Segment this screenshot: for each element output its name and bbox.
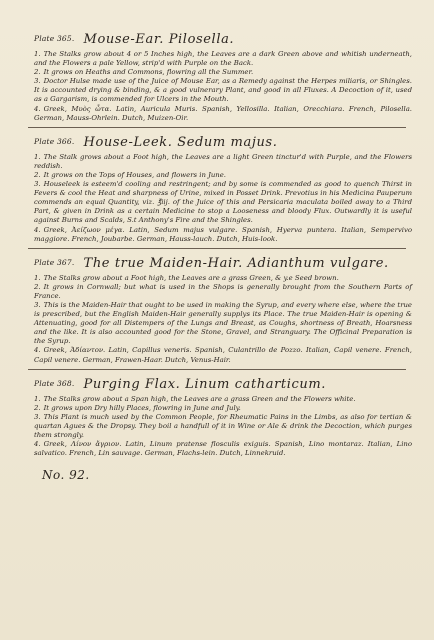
- plate-number: Plate 368.: [34, 378, 75, 388]
- paragraph: [34, 404, 412, 413]
- entry-maiden-hair: [34, 254, 412, 365]
- paragraph: [34, 413, 412, 440]
- paragraph-text: Greek, Μυὸς ὦτα. Latin, Auricula Muris. Spanish, Yellosilla. Italian, Orecchiara. French, Pilosella. German, Mauss-Ohrlein. Dutch, Muizen-Oir.: [34, 104, 413, 122]
- paragraph: [34, 153, 412, 171]
- plate-number: Plate 366.: [34, 136, 75, 146]
- paragraph-number: 4.: [34, 346, 41, 355]
- paragraph-text: The Stalks grow about 4 or 5 Inches high, the Leaves are a dark Green above and whitish underneath, and the Flowers a pale Yellow, strip'd with Purple on the Back.: [34, 50, 412, 68]
- paragraph-number: 3.: [34, 180, 41, 189]
- paragraph-number: 3.: [34, 412, 41, 421]
- entry-purging-flax: [34, 375, 412, 459]
- paragraph-text: The Stalks grow about a Span high, the Leaves are a grass Green and the Flowers white.: [43, 394, 356, 403]
- plate-number: Plate 367.: [34, 257, 75, 267]
- paragraph-number: 3.: [34, 77, 41, 86]
- paragraph: [34, 171, 412, 180]
- paragraph: [34, 440, 412, 458]
- paragraph-text: It grows upon Dry hilly Places, flowring in June and July.: [43, 403, 241, 412]
- paragraph-number: 2.: [34, 170, 41, 179]
- paragraph-text: Greek, Ἀδίαντον. Latin, Capillus veneris. Spanish, Culantrillo de Pozzo. Italian, Capil venere. French, Capil venere. German, Frawen-Haar. Dutch, Venus-Hair.: [34, 346, 412, 364]
- divider: [28, 127, 406, 128]
- paragraph-text: This Plant is much used by the Common People, for Rheumatic Pains in the Limbs, as also for tertian & quartan Agues & the Dropsy. They boil a handfull of it in Wine or Ale & drink the Decoction, which purges them strongly.: [34, 412, 412, 439]
- paragraph-number: 2.: [34, 68, 41, 77]
- paragraph-number: 2.: [34, 403, 41, 412]
- paragraph-number: 3.: [34, 300, 41, 309]
- paragraph-number: 4.: [34, 225, 41, 234]
- paragraph: [34, 226, 412, 244]
- paragraph: [34, 180, 412, 225]
- divider: [28, 248, 406, 249]
- paragraph: [34, 68, 412, 77]
- plant-title: Purging Flax. Linum catharticum.: [83, 376, 326, 392]
- paragraph-number: 4.: [34, 104, 41, 113]
- paragraph: [34, 395, 412, 404]
- entry-title: [34, 375, 412, 393]
- paragraph-text: Doctor Hulse made use of the Juice of Mouse Ear, as a Remedy against the Herpes miliaris, or Shingles. It is accounted drying & binding, & a good vulnerary Plant, and good in all Fluxes. A Decoction of it, used as a Gargarism, is commended for Ulcers in the Mouth.: [34, 77, 412, 104]
- divider: [28, 369, 406, 370]
- paragraph-number: 1.: [34, 50, 41, 58]
- entry-title: [34, 254, 412, 272]
- paragraph-text: Houseleek is esteem'd cooling and restringent; and by some is commended as good to quench Thirst in Fevers & cool the Heat and sharpness of Urine, mixed in Posset Drink. Prevotius in his Medicina Pauperum commends an equal Quantity, viz. ℥iij. of the Juice of this and Persicaria maculata boiled away to a Third Part, & given in Drink as a certain Medicine to stop a Looseness and bloody Flux. Outwardly it is useful against Burns and Scalds, S.t Anthony's Fire and the Shingles.: [34, 180, 412, 225]
- paragraph-text: It grows on the Tops of Houses, and flowers in June.: [43, 170, 226, 179]
- paragraph: [34, 301, 412, 346]
- paragraph-text: Greek, Λίνον ἄγριον. Latin, Linum pratense flosculis exiguis. Spanish, Lino montaraz. Italian, Lino salvatico. French, Lin sauvage. German, Flachs-lein. Dutch, Linnekruid.: [34, 440, 412, 458]
- paragraph-number: 1.: [34, 152, 41, 161]
- paragraph-text: Greek, Ἀείζωον μέγα. Latin, Sedum majus vulgare. Spanish, Hyerva puntera. Italian, Sempervivo maggiore. French, Joubarbe. German, Hauss-lauch. Dutch, Huis-look.: [34, 225, 412, 243]
- paragraph: [34, 50, 412, 68]
- paragraph: [34, 346, 412, 364]
- paragraph-text: The Stalk grows about a Foot high, the Leaves are a light Green tinctur'd with Purple, and the Flowers reddish.: [34, 152, 412, 170]
- paragraph: [34, 77, 412, 104]
- entry-mouse-ear: [34, 30, 412, 123]
- paragraph-text: This is the Maiden-Hair that ought to be used in making the Syrup, and every where else, where the true is prescribed, but the English Maiden-Hair generally supplys its Place. The true Maiden-Hair is opening & Attenuating, good for all Distempers of the Lungs and Breast, as Coughs, shortness of Breath, Hoarsness and the like. It is also accounted good for the Stone, Gravel, and Stranguary. The Officinal Preparation is the Syrup.: [34, 300, 412, 346]
- paragraph-text: It grows on Heaths and Commons, flowring all the Summer.: [43, 68, 254, 77]
- paragraph-number: 1.: [34, 273, 41, 282]
- plant-title: Mouse-Ear. Pilosella.: [83, 32, 235, 47]
- paragraph-number: 1.: [34, 394, 41, 403]
- paragraph-text: The Stalks grow about a Foot high, the Leaves are a grass Green, & y.e Seed brown.: [43, 273, 339, 282]
- paragraph-number: 4.: [34, 440, 41, 449]
- paragraph: [34, 105, 412, 123]
- entry-title: [34, 30, 412, 48]
- entry-house-leek: [34, 133, 412, 244]
- plant-title: House-Leek. Sedum majus.: [83, 134, 278, 150]
- paragraph: [34, 283, 412, 301]
- plant-title: The true Maiden-Hair. Adianthum vulgare.: [83, 255, 389, 271]
- paragraph-number: 2.: [34, 282, 41, 291]
- entry-title: [34, 133, 412, 151]
- paragraph: [34, 274, 412, 283]
- paragraph-text: It grows in Cornwall; but what is used in the Shops is generally brought from the Southern Parts of France.: [34, 282, 412, 300]
- page-number: No. 92.: [42, 468, 90, 483]
- plate-number: Plate 365.: [34, 34, 75, 43]
